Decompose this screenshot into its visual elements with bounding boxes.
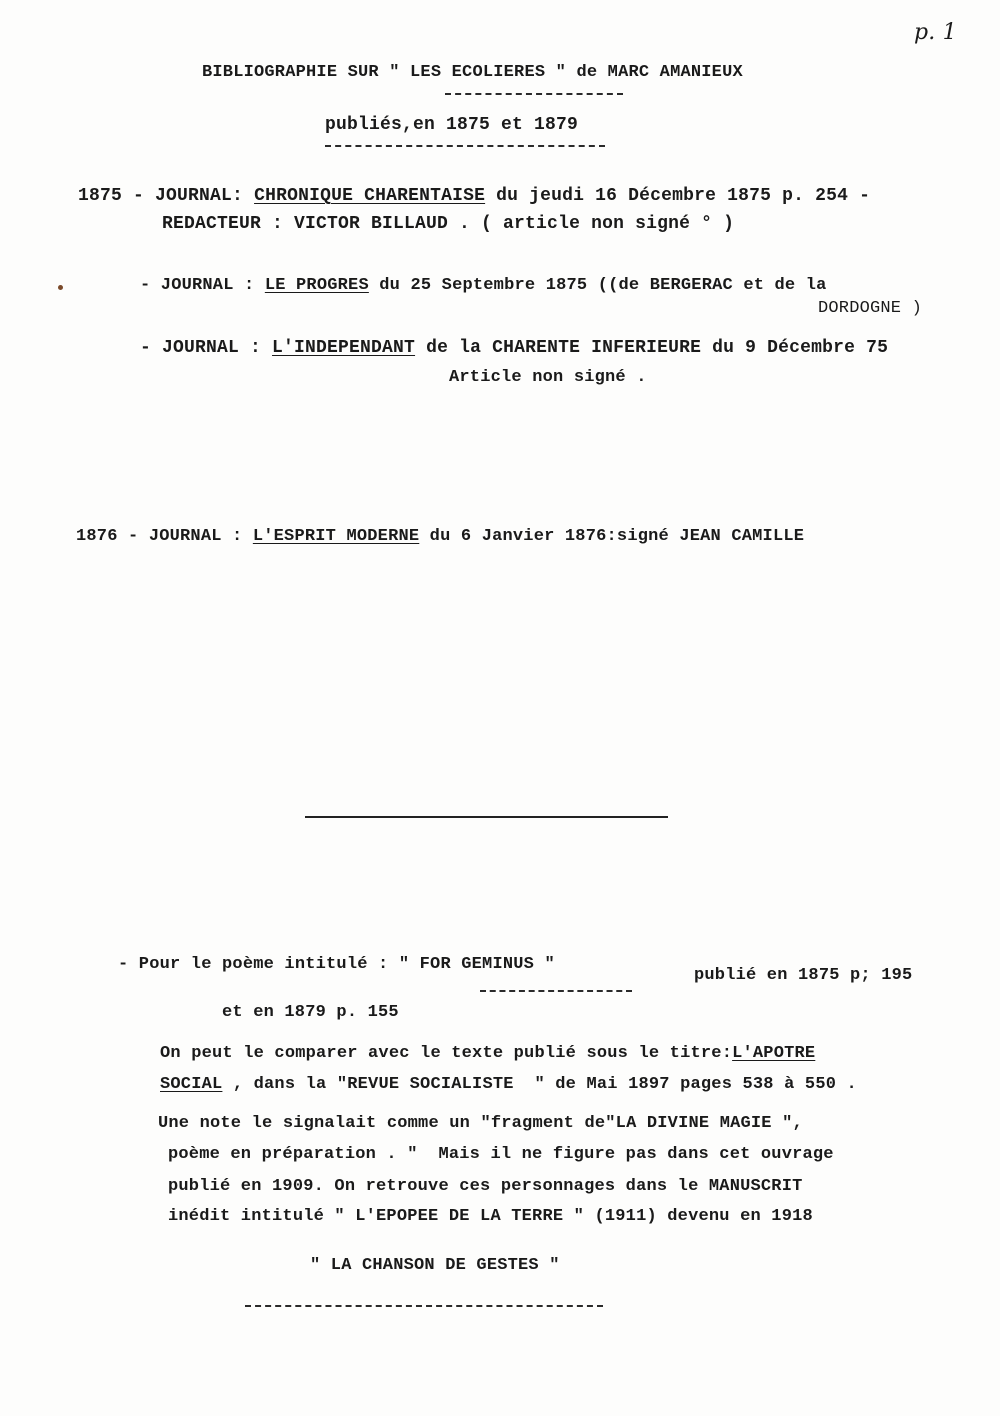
poem-title-rule (480, 990, 632, 992)
subtitle-dashed-rule (325, 145, 605, 147)
journal-title: CHRONIQUE CHARENTAISE (254, 186, 486, 206)
document-title: BIBLIOGRAPHIE SUR " LES ECOLIERES " de MARC AMANIEUX (202, 63, 743, 82)
poem-para2-line2: poème en préparation . " Mais il ne figure pas dans cet ouvrage (168, 1145, 834, 1164)
title-dashed-rule (445, 93, 623, 95)
poem-para1-b: SOCIAL , dans la "REVUE SOCIALISTE " de Mai 1897 pages 538 à 550 . (160, 1075, 857, 1094)
entry-1875-progres-cont: DORDOGNE ) (818, 299, 923, 318)
poem-para2-line3: publié en 1909. On retrouve ces personnages dans le MANUSCRIT (168, 1177, 803, 1196)
page-number: p. 1 (914, 20, 957, 45)
entry-1875-line1 (78, 187, 870, 205)
entry-prefix: - JOURNAL : (128, 527, 253, 546)
entry-prefix: - JOURNAL : (140, 276, 265, 295)
entry-1875-independant-cont: Article non signé . (449, 368, 647, 387)
entry-details: de la CHARENTE INFERIEURE du 9 Décembre 75 (415, 338, 889, 358)
ink-mark (58, 285, 63, 290)
entry-1875-line2: REDACTEUR : VICTOR BILLAUD . ( article non signé ° ) (162, 214, 735, 234)
entry-prefix: - JOURNAL: (133, 186, 255, 206)
poem-line2: et en 1879 p. 155 (222, 1003, 399, 1022)
journal-title: L'ESPRIT MODERNE (252, 527, 420, 546)
section-divider (305, 816, 668, 818)
poem-para2-line4: inédit intitulé " L'EPOPEE DE LA TERRE " (1911) devenu en 1918 (168, 1207, 813, 1226)
entry-1875-progres (140, 277, 827, 294)
entry-details: du 6 Janvier 1876:signé JEAN CAMILLE (419, 527, 805, 546)
entry-1876 (76, 528, 804, 545)
document-subtitle: publiés,en 1875 et 1879 (325, 115, 579, 135)
poem-para2-line1: Une note le signalait comme un "fragment de"LA DIVINE MAGIE ", (158, 1114, 803, 1133)
poem-line1: - Pour le poème intitulé : " FOR GEMINUS " (118, 955, 555, 974)
title-apotre: L'APOTRE (732, 1044, 816, 1063)
poem-line1-right: publié en 1875 p; 195 (694, 966, 913, 985)
entry-prefix: - JOURNAL : (140, 338, 273, 358)
entry-details: du jeudi 16 Décembre 1875 p. 254 - (485, 186, 871, 206)
closing-title: " LA CHANSON DE GESTES " (310, 1256, 560, 1275)
entry-1875-independant (140, 339, 888, 357)
journal-title: L'INDEPENDANT (272, 338, 416, 358)
entry-year: 1876 (76, 527, 118, 546)
journal-title: LE PROGRES (264, 276, 369, 295)
entry-details: du 25 Septembre 1875 ((de BERGERAC et de la (368, 276, 827, 295)
closing-dashed-rule (245, 1305, 603, 1307)
entry-year: 1875 (78, 186, 123, 206)
title-social: SOCIAL (160, 1075, 223, 1094)
poem-para1-a: On peut le comparer avec le texte publié sous le titre:L'APOTRE (160, 1044, 816, 1063)
